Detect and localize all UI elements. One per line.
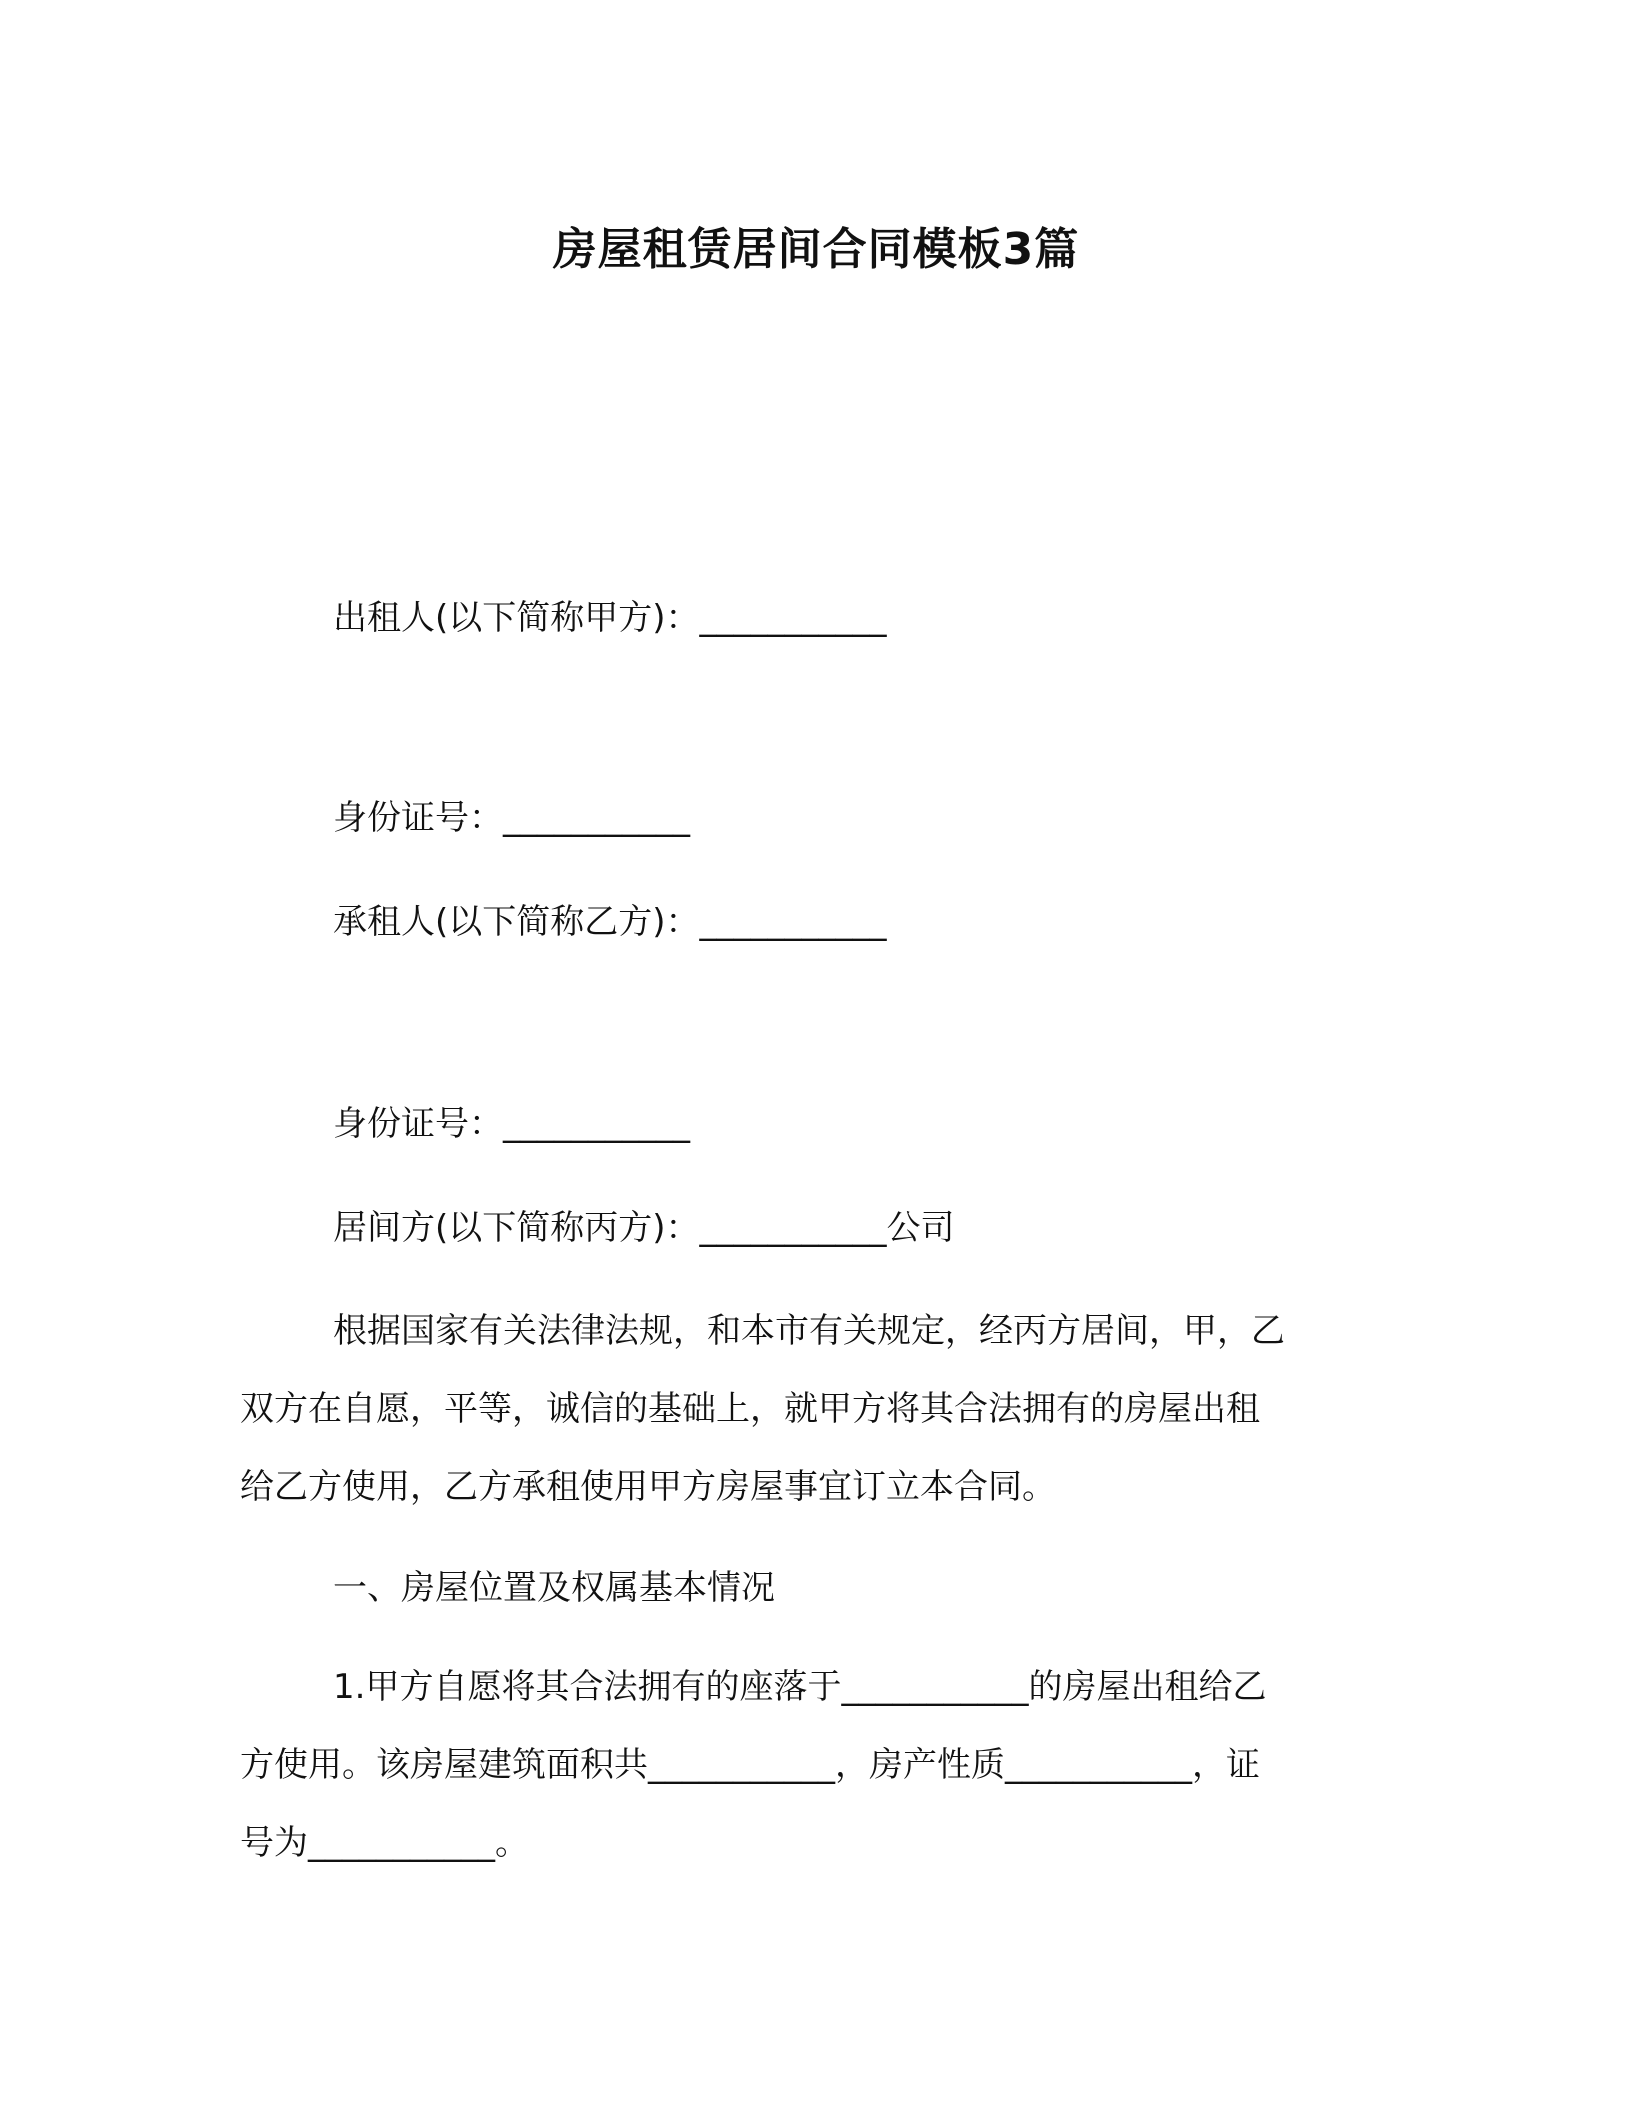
clause-1-paragraph [240,1648,1400,1882]
intro-paragraph-line: 给乙方使用，乙方承租使用甲方房屋事宜订立本合同。 [240,1467,1056,1507]
section-1-heading: 一、房屋位置及权属基本情况 [333,1568,775,1608]
lessor-line: 出租人(以下简称甲方)：___________ [333,598,887,638]
clause-1-line: 方使用。该房屋建筑面积共___________，房产性质___________，证 [240,1745,1260,1785]
clause-1-line: 号为___________。 [240,1823,529,1863]
clause-1-line: 1.甲方自愿将其合法拥有的座落于___________的房屋出租给乙 [333,1667,1267,1707]
lessee-line: 承租人(以下简称乙方)：___________ [333,902,887,942]
lessee-id-line: 身份证号：___________ [333,1104,690,1144]
document-title: 房屋租赁居间合同模板3篇 [552,224,1080,275]
intro-paragraph-line: 双方在自愿，平等，诚信的基础上，就甲方将其合法拥有的房屋出租 [240,1389,1260,1429]
intro-paragraph-line: 根据国家有关法律法规，和本市有关规定，经丙方居间，甲，乙 [333,1311,1285,1351]
intro-paragraph [240,1292,1400,1526]
lessor-id-line: 身份证号：___________ [333,798,690,838]
broker-line: 居间方(以下简称丙方)：___________公司 [333,1208,955,1248]
